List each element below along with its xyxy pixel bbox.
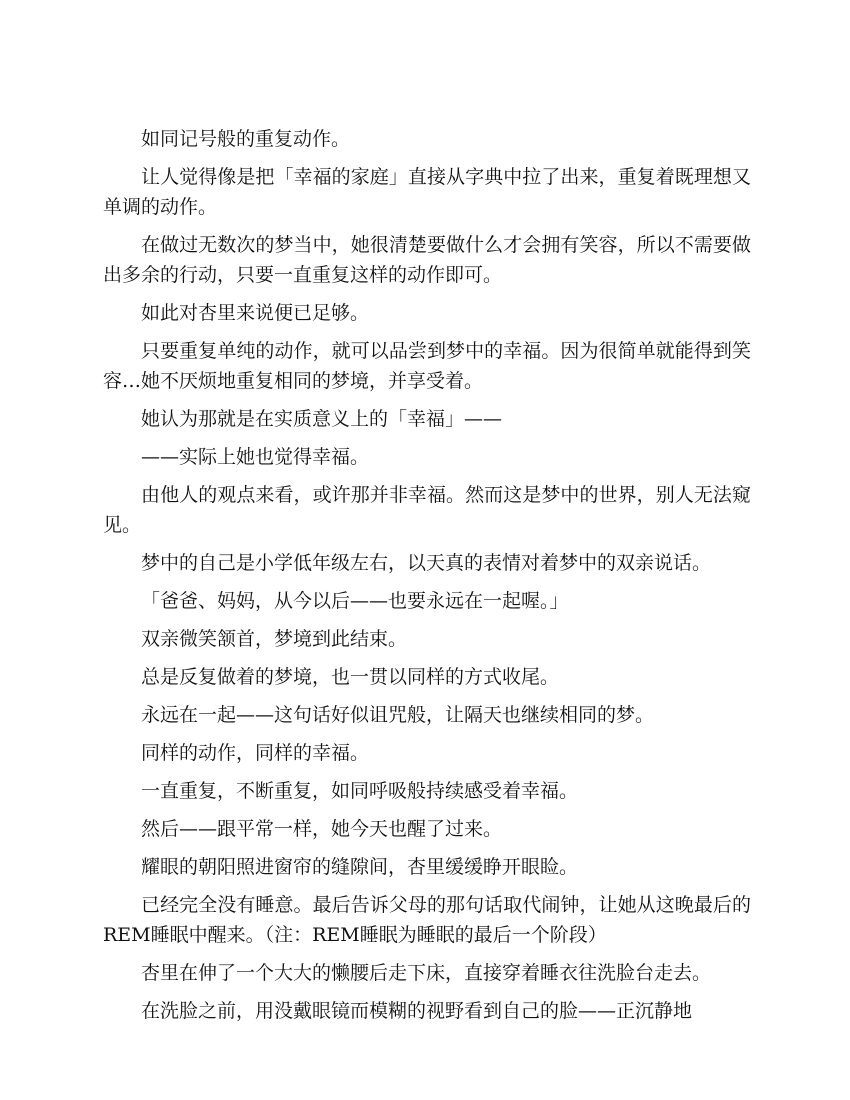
paragraph: 在洗脸之前，用没戴眼镜而模糊的视野看到自己的脸——正沉静地 bbox=[141, 1000, 693, 1022]
paragraph: 同样的动作，同样的幸福。 bbox=[141, 742, 370, 764]
paragraph: ——实际上她也觉得幸福。 bbox=[141, 446, 370, 468]
paragraph: 永远在一起——这句话好似诅咒般，让隔天也继续相同的梦。 bbox=[141, 704, 655, 726]
paragraph: 总是反复做着的梦境，也一贯以同样的方式收尾。 bbox=[141, 666, 560, 688]
paragraph: 她认为那就是在实质意义上的「幸福」—— bbox=[141, 408, 503, 430]
paragraph: 双亲微笑颔首，梦境到此结束。 bbox=[141, 628, 408, 650]
paragraph: 已经完全没有睡意。最后告诉父母的那句话取代闹钟，让她从这晚最后的REM睡眠中醒来。（注：REM睡眠为睡眠的最后一个阶段） bbox=[103, 894, 751, 946]
paragraph: 如此对杏里来说便已足够。 bbox=[141, 302, 370, 324]
paragraph: 让人觉得像是把「幸福的家庭」直接从字典中拉了出来，重复着既理想又单调的动作。 bbox=[103, 166, 751, 218]
document-page bbox=[103, 124, 751, 1034]
paragraph: 只要重复单纯的动作，就可以品尝到梦中的幸福。因为很简单就能得到笑容…她不厌烦地重复相同的梦境，并享受着。 bbox=[103, 340, 751, 392]
paragraph: 一直重复，不断重复，如同呼吸般持续感受着幸福。 bbox=[141, 780, 579, 802]
paragraph: 耀眼的朝阳照进窗帘的缝隙间，杏里缓缓睁开眼睑。 bbox=[141, 856, 579, 878]
paragraph: 由他人的观点来看，或许那并非幸福。然而这是梦中的世界，别人无法窥见。 bbox=[103, 484, 751, 536]
paragraph: 然后——跟平常一样，她今天也醒了过来。 bbox=[141, 818, 503, 840]
paragraph: 如同记号般的重复动作。 bbox=[141, 128, 351, 150]
paragraph: 「爸爸、妈妈，从今以后——也要永远在一起喔。」 bbox=[141, 590, 569, 612]
paragraph: 梦中的自己是小学低年级左右，以天真的表情对着梦中的双亲说话。 bbox=[141, 552, 712, 574]
paragraph: 杏里在伸了一个大大的懒腰后走下床，直接穿着睡衣往洗脸台走去。 bbox=[141, 962, 712, 984]
paragraph: 在做过无数次的梦当中，她很清楚要做什么才会拥有笑容，所以不需要做出多余的行动，只要一直重复这样的动作即可。 bbox=[103, 234, 751, 286]
